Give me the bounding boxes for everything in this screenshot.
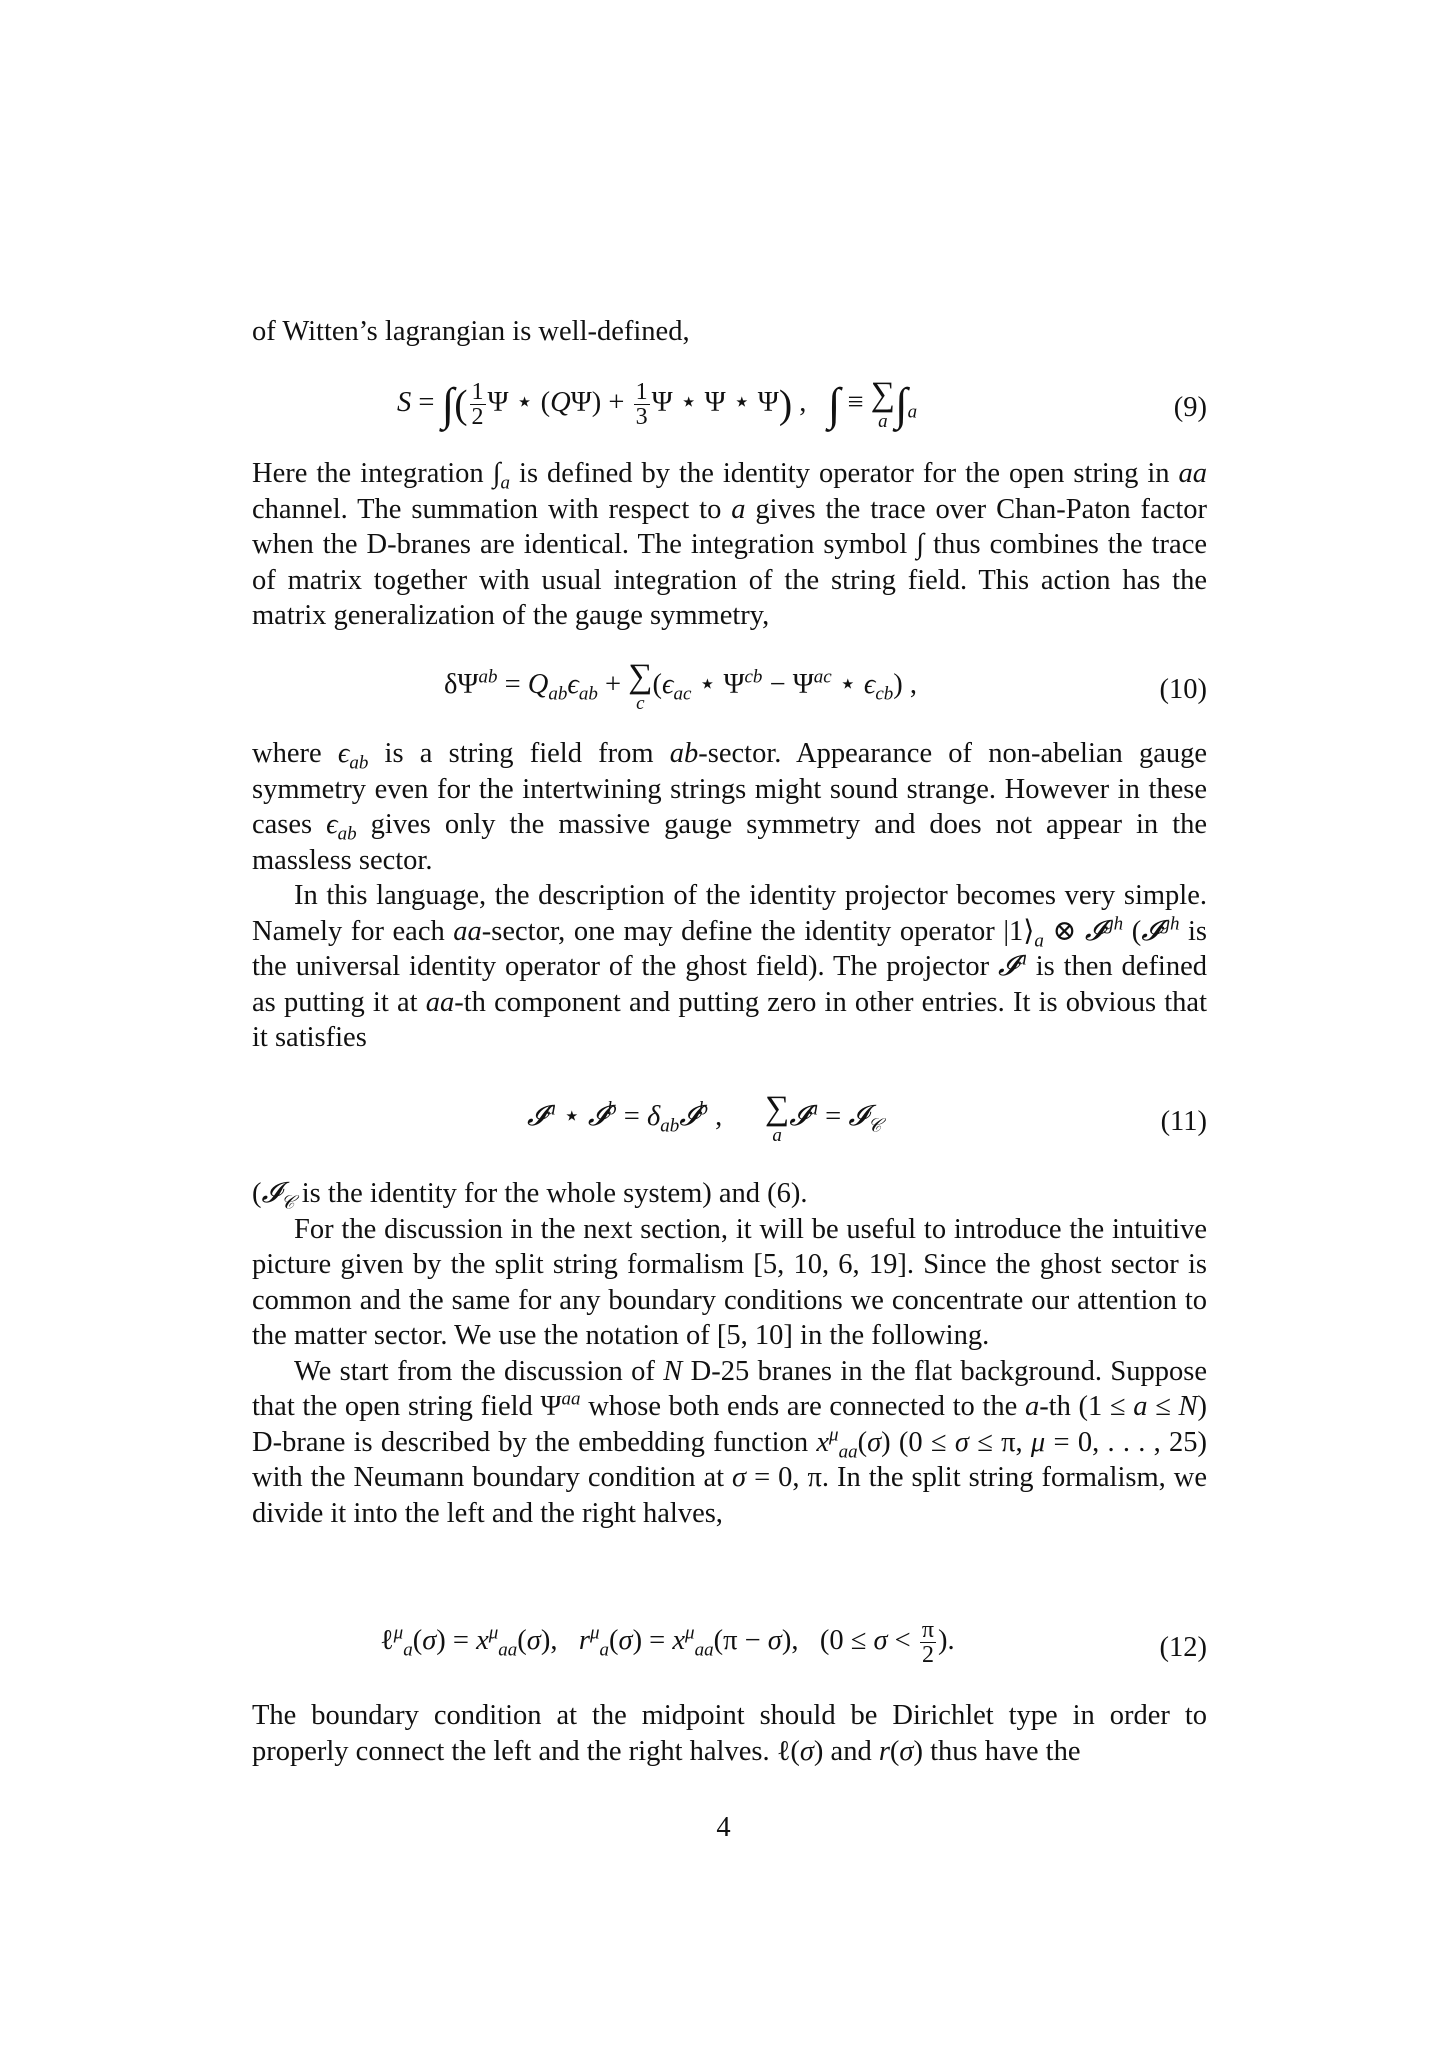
paragraph-after-eq11: (𝓘$_𝒞$ is the identity for the whole system) and (6). For the discussion in the next section, it will be useful to introduce the intuitive picture given by the split string formalism [5, 10, 6, 19]. Since the ghost sector is common and the same for any boundary conditions we concentrate our attention to the matter sector. We use the notation of [5, 10] in the following. We start from the discussion of N D-25 branes in the flat background. Suppose that the open string field $\Psi^{aa}$ whose both ends are connected to the a-th (1 ≤ a ≤ N) D-brane is described by the embedding function $x^\mu_{aa}(\sigma) (0 \le \sigma \le \pi$, μ = 0, . . . , 25) with the Neumann boundary condition at σ = 0, π. In the split string formalism, we divide it into the left and the right halves, xyxy=(252,1178,1208,1529)
equation-11 xyxy=(252,1092,1207,1152)
equation-11-body: 𝓘$^a$ ⋆ 𝓘$^b$ = $\delta_{ab}𝓘^b$ , ∑ a 𝓘$^a$ = 𝓘$_𝒞$ xyxy=(527,1090,882,1146)
equation-9 xyxy=(252,378,1207,438)
paragraph-after-eq9: Here the integration $\int_a$ is defined by the identity operator for the open string in aa channel. The summation with respect to a gives the trace over Chan-Paton factor when the D-branes are identical. The integration symbol ∫ thus combines the trace of matrix together with usual integration of the string field. This action has the matrix generalization of the gauge symmetry, xyxy=(252,458,1208,631)
paragraph-after-eq10: where $\epsilon_{ab}$ is a string field from ab-sector. Appearance of non-abelian gauge symmetry even for the intertwining strings might sound strange. However in these cases $\epsilon_{ab}$ gives only the massive gauge symmetry and does not appear in the massless sector. In this language, the description of the identity projector becomes very simple. Namely for each aa-sector, one may define the identity operator $|1⟩_a$ ⊗ 𝓘$^{gh}$ (𝓘$^{gh}$ is the universal identity operator of the ghost field). The projector 𝓘$^a$ is then defined as putting it at aa-th component and putting zero in other entries. It is obvious that it satisfies xyxy=(252,738,1208,1053)
equation-9-number: (9) xyxy=(1173,392,1207,423)
equation-10-body: $\delta\Psi^{ab} = Q_{ab}\epsilon_{ab}$ + ∑ c ($\epsilon_{ac}$ ⋆ $\Psi^{cb} - \Psi^{ac}$ ⋆ $\epsilon_{cb}$) , xyxy=(444,658,917,714)
equation-12-number: (12) xyxy=(1159,1632,1207,1663)
equation-10 xyxy=(252,660,1207,720)
equation-12-body: ℓ$^\mu_a$(σ) = $x^\mu_{aa}(\sigma)$, $r^\mu_a(\sigma) = x^\mu_{aa}(\pi - \sigma)$, (0 ≤ σ < $\frac{\pi}{2}$ ). xyxy=(380,1617,955,1668)
equation-12 xyxy=(252,1618,1207,1678)
equation-11-number: (11) xyxy=(1160,1106,1207,1137)
page-number: 4 xyxy=(716,1812,731,1843)
equation-9-body: S = ∫( $\frac{1}{2}$ Ψ ⋆ (QΨ) + $\frac{1}{3}$ Ψ ⋆ Ψ ⋆ Ψ) , ∫ ≡ ∑ a $\int_a$ xyxy=(397,376,918,432)
intro-text: of Witten’s lagrangian is well-defined, xyxy=(252,316,690,347)
equation-10-number: (10) xyxy=(1159,674,1207,705)
paragraph-after-eq12: The boundary condition at the midpoint should be Dirichlet type in order to properly connect the left and the right halves. ℓ(σ) and r(σ) thus have the xyxy=(252,1700,1207,1767)
